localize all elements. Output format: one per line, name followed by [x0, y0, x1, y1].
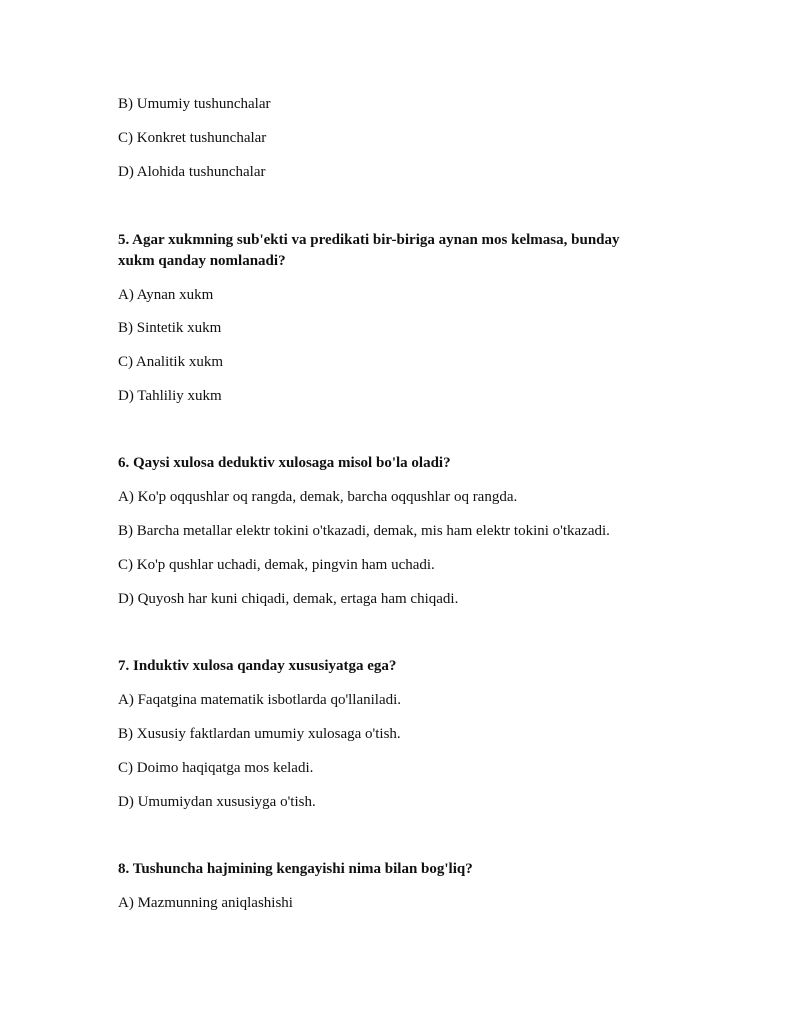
- q6-option-b: B) Barcha metallar elektr tokini o'tkazadi, demak, mis ham elektr tokini o'tkazadi.: [118, 523, 610, 539]
- question-7-text: 7. Induktiv xulosa qanday xususiyatga ega?: [118, 658, 397, 674]
- q5-option-a: A) Aynan xukm: [118, 287, 214, 303]
- q7-option-c: C) Doimo haqiqatga mos keladi.: [118, 760, 314, 776]
- q6-option-c: C) Ko'p qushlar uchadi, demak, pingvin ham uchadi.: [118, 557, 435, 573]
- q7-option-a: A) Faqatgina matematik isbotlarda qo'llaniladi.: [118, 692, 402, 708]
- q5-option-c: C) Analitik xukm: [118, 354, 223, 370]
- q5-option-b: B) Sintetik xukm: [118, 320, 222, 336]
- q6-option-a: A) Ko'p oqqushlar oq rangda, demak, barcha oqqushlar oq rangda.: [118, 489, 518, 505]
- q7-option-b: B) Xususiy faktlardan umumiy xulosaga o'tish.: [118, 726, 401, 742]
- q8-option-a: A) Mazmunning aniqlashishi: [118, 895, 293, 911]
- q7-option-d: D) Umumiydan xususiyga o'tish.: [118, 794, 316, 810]
- q5-option-d: D) Tahliliy xukm: [118, 388, 222, 404]
- option-c: C) Konkret tushunchalar: [118, 130, 267, 146]
- option-b: B) Umumiy tushunchalar: [118, 96, 271, 112]
- question-6-text: 6. Qaysi xulosa deduktiv xulosaga misol bo'la oladi?: [118, 455, 451, 471]
- question-8-text: 8. Tushuncha hajmining kengayishi nima bilan bog'liq?: [118, 861, 473, 877]
- q6-option-d: D) Quyosh har kuni chiqadi, demak, ertaga ham chiqadi.: [118, 591, 459, 607]
- question-5-text: 5. Agar xukmning sub'ekti va predikati bir-biriga aynan mos kelmasa, bunday: [118, 232, 620, 248]
- option-d: D) Alohida tushunchalar: [118, 164, 266, 180]
- question-5-text-cont: xukm qanday nomlanadi?: [118, 253, 286, 269]
